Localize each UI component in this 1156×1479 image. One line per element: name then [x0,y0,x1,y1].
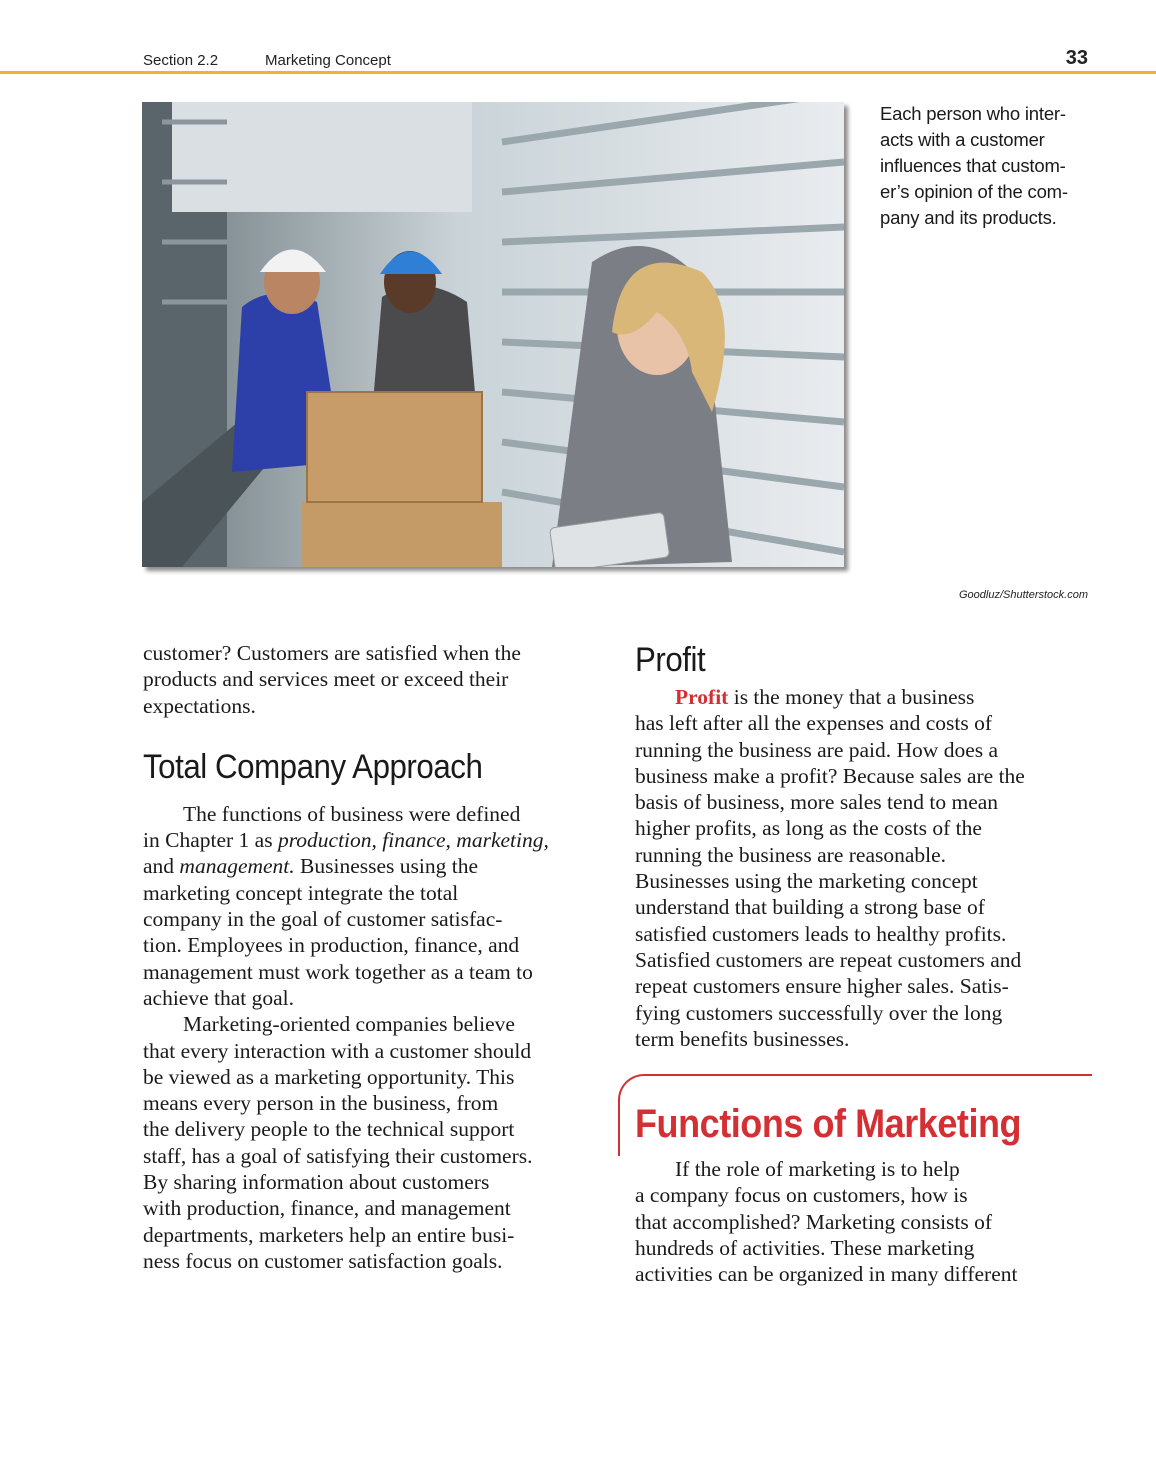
body-line: ness focus on customer satisfaction goals. [143,1248,503,1273]
right-column [635,640,1090,1288]
body-line: customer? Customers are satisfied when the [143,641,521,665]
photo-illustration [142,102,844,567]
body-line: running the business are paid. How does a [635,737,999,762]
caption-line: acts with a customer [880,129,1045,150]
heading-profit: Profit [635,641,706,679]
key-term-profit: Profit [675,685,729,709]
body-line: higher profits, as long as the costs of the [635,816,982,841]
body-line: achieve that goal. [143,985,295,1010]
header-rule [0,71,1156,74]
body-line: The functions of business were defined [183,801,521,826]
caption-line: Each person who inter- [880,103,1066,124]
body-line: tion. Employees in production, finance, and [143,933,520,958]
body-line: company in the goal of customer satisfac- [143,907,503,932]
caption-line: er’s opinion of the com- [880,181,1068,202]
body-line: understand that building a strong base of [635,895,985,920]
body-line: repeat customers ensure higher sales. Satis- [635,974,1009,999]
section-topic: Marketing Concept [265,52,391,69]
body-line: products and services meet or exceed their [143,667,509,692]
heading-total-company-approach: Total Company Approach [143,747,483,786]
caption-line: influences that custom- [880,155,1066,176]
body-line: Businesses using the marketing concept [635,869,978,894]
body-line: fying customers successfully over the long [635,1000,1003,1025]
body-line: term benefits businesses. [635,1026,850,1051]
body-line: If the role of marketing is to help [675,1157,960,1182]
italic-management: management. [179,854,295,879]
page-header [0,0,1156,74]
body-line: management must work together as a team to [143,959,533,984]
section-accent-rule [618,1074,1092,1156]
figure-caption [880,101,1080,231]
body-line: the delivery people to the technical support [143,1117,515,1142]
body-line: with production, finance, and management [143,1196,511,1221]
body-line: satisfied customers leads to healthy profits. [635,921,1007,946]
italic-functions: production, finance, marketing, [277,828,549,853]
page-number: 33 [1065,47,1088,69]
body-line: activities can be organized in many different [635,1262,1018,1287]
body-line: basis of business, more sales tend to mean [635,790,999,815]
body-line: Satisfied customers are repeat customers and [635,947,1022,972]
body-line: Profit is the money that a business [675,685,975,709]
body-line: means every person in the business, from [143,1091,499,1116]
body-line: expectations. [143,693,256,718]
body-line: Marketing-oriented companies believe [183,1012,515,1037]
body-line: marketing concept integrate the total [143,880,459,905]
body-line: that accomplished? Marketing consists of [635,1209,993,1234]
body-line: and management. Businesses using the [143,854,479,879]
body-line: By sharing information about customers [143,1170,490,1195]
body-line: staff, has a goal of satisfying their customers. [143,1143,533,1168]
body-line: hundreds of activities. These marketing [635,1236,975,1261]
body-line: departments, marketers help an entire busi- [143,1222,515,1247]
body-line: be viewed as a marketing opportunity. This [143,1064,515,1089]
body-line: that every interaction with a customer should [143,1038,532,1063]
body-line: business make a profit? Because sales are the [635,763,1025,788]
left-column [143,640,603,1274]
photo-workers-with-boxes [142,102,844,567]
body-line: a company focus on customers, how is [635,1183,968,1208]
photo-credit: Goodluz/Shutterstock.com [958,589,1088,601]
body-line: running the business are reasonable. [635,842,947,867]
body-line: in Chapter 1 as production, finance, marketing, [143,828,549,853]
body-line: has left after all the expenses and costs of [635,711,993,736]
heading-functions-of-marketing: Functions of Marketing [635,1102,1022,1147]
caption-line: pany and its products. [880,207,1057,228]
section-number: Section 2.2 [143,52,219,69]
